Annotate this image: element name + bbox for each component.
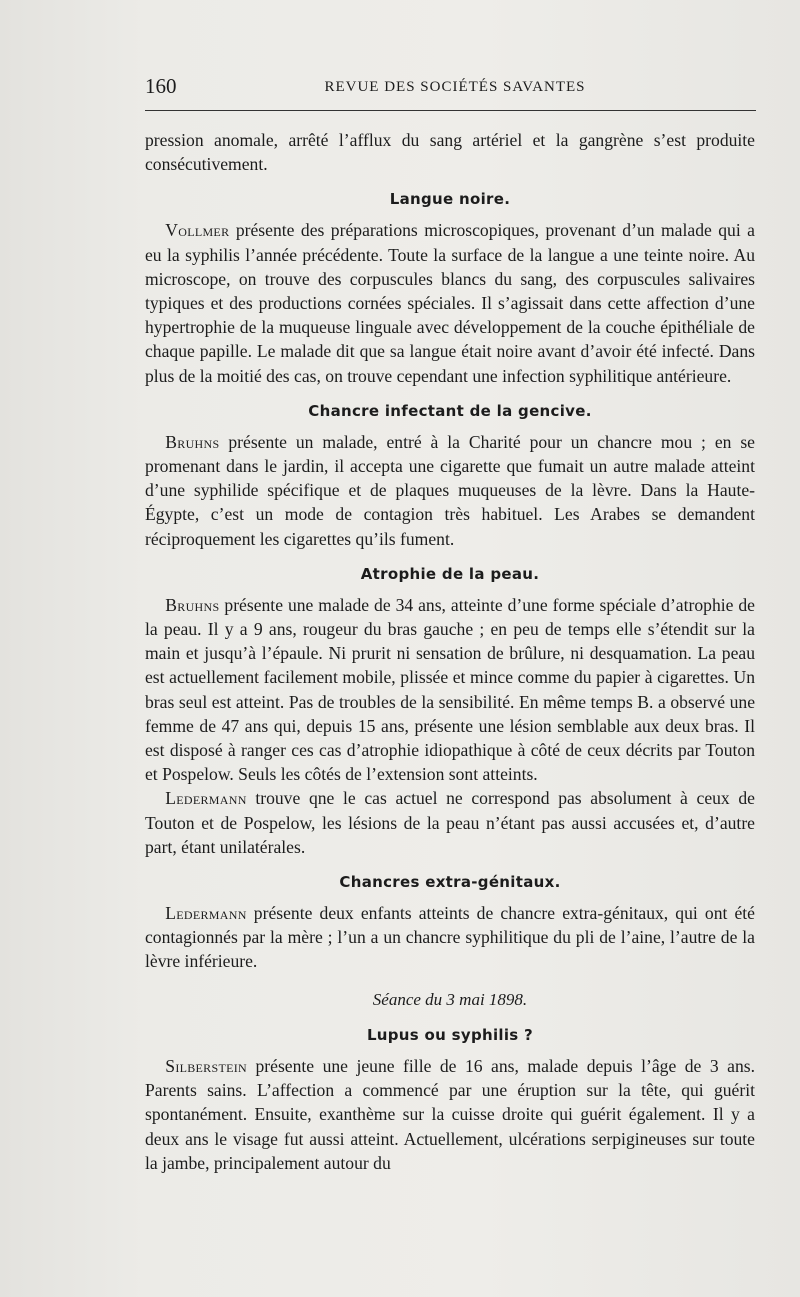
header-rule (145, 110, 756, 111)
paragraph-text: présente deux enfants atteints de chancre extra-génitaux, qui ont été contagionnés par la mère ; l’un a un chancre syphilitique du pli de l’aine, l’autre de la lèvre inférieure. (145, 903, 755, 972)
page-number: 160 (145, 74, 177, 98)
paragraph-text: trouve qne le cas actuel ne correspond pas absolument à ceux de Touton et de Pospelow, les lésions de la peau n’étant pas aussi accusées et, d’autre part, étant unilatérales. (145, 788, 755, 857)
intro-paragraph: pression anomale, arrêté l’afflux du sang artériel et la gangrène s’est produite consécutivement. (145, 130, 755, 175)
author-name: Bruhns (165, 431, 220, 452)
author-name: Silberstein (165, 1055, 247, 1076)
paragraph-bruhns-chancre (145, 430, 755, 551)
heading-lupus-syphilis: Lupus ou syphilis ? (366, 1025, 534, 1044)
paragraph-text: présente un malade, entré à la Charité pour un chancre mou ; en se promenant dans le jardin, il accepta une cigarette que fumait un autre malade atteint d’une syphilide spécifique et de plaques muqueuses de la lèvre. Dans la Haute-Égypte, c’est un mode de contagion très habituel. Les Arabes se demandent réciproquement les cigarettes qu’ils fument. (145, 431, 755, 549)
session-date: Séance du 3 mai 1898. (372, 989, 528, 1009)
heading-chancres-extra-genitaux: Chancres extra-génitaux. (339, 873, 561, 892)
paragraph-text: présente une malade de 34 ans, atteinte d’une forme spéciale d’atrophie de la peau. Il y a 9 ans, rougeur du bras gauche ; en peu de temps elle s’étendit sur la main et jusqu’à l’épaule. Ni prurit ni sensation de brûlure, ni desquamation. La peau est actuellement facilement mobile, plissée et mince comme du papier à cigarettes. Un bras seul est atteint. Pas de troubles de la sensibilité. En même temps B. a observé une femme de 47 ans qui, depuis 15 ans, présente une lésion semblable aux deux bras. Il est disposé à ranger ces cas d’atrophie idiopathique à côté de ceux décrits par Touton et Pospelow. Seuls les côtés de l’extension sont atteints. (145, 594, 755, 785)
paragraph-ledermann-chancres (145, 901, 755, 974)
paragraph-text: présente des préparations microscopiques, provenant d’un malade qui a eu la syphilis l’année précédente. Toute la surface de la langue a une teinte noire. Au microscope, on trouve des corpuscules blancs du sang, des corpuscules salivaires typiques et des productions cornées spéciales. Il s’agissait dans cette affection d’une hypertrophie de la muqueuse linguale avec développement de la couche épithéliale de chaque papille. Le malade dit que sa langue était noire avant d’avoir été infecté. Dans plus de la moitié des cas, on trouve cependant une infection syphilitique antérieure. (145, 220, 755, 386)
journal-title: REVUE DES SOCIÉTÉS SAVANTES (324, 79, 586, 95)
heading-chancre-gencive: Chancre infectant de la gencive. (308, 401, 592, 420)
paragraph-silberstein (145, 1054, 755, 1175)
author-name: Bruhns (165, 594, 220, 615)
author-name: Vollmer (165, 220, 230, 241)
paragraph-bruhns-atrophie (145, 593, 755, 787)
author-name: Ledermann (165, 788, 247, 809)
paragraph-text: présente une jeune fille de 16 ans, malade depuis l’âge de 3 ans. Parents sains. L’affection a commencé par une éruption sur la tête, qui guérit spontanément. Ensuite, exanthème sur la cuisse droite qui guérit également. Il y a deux ans le visage fut aussi atteint. Actuellement, ulcérations serpigineuses sur toute la jambe, principalement autour du (145, 1055, 755, 1173)
page-body (145, 128, 755, 1175)
heading-atrophie-peau: Atrophie de la peau. (360, 564, 540, 583)
paragraph-ledermann-reply (145, 786, 755, 859)
heading-langue-noire: Langue noire. (389, 190, 511, 209)
running-header (145, 74, 755, 104)
paragraph-vollmer (145, 218, 755, 387)
author-name: Ledermann (165, 903, 247, 924)
